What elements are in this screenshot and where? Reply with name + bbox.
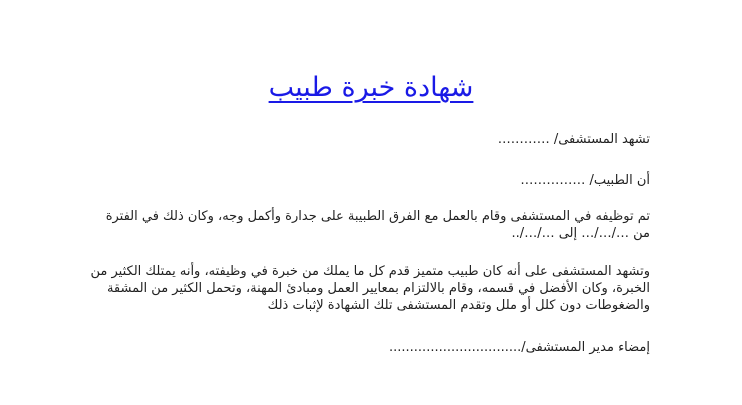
- document-title: شهادة خبرة طبيب: [268, 72, 474, 103]
- testimony-paragraph: وتشهد المستشفى على أنه كان طبيب متميز قدم كل ما يملك من خبرة في وظيفته، وأنه يمتلك الكثير من الخبرة، وكان الأفضل في قسمه، وقام بالالتزام بمعايير العمل ومبادئ المهنة، وتحمل الكثير من المشقة والضغوطات دون كلل أو ملل وتقدم المستشفى تلك الشهادة لإثبات ذلك: [90, 264, 650, 313]
- employment-paragraph: تم توظيفه في المستشفى وقام بالعمل مع الفرق الطبيبة على جدارة وأكمل وجه، وكان ذلك في الفترة من …/…/… إلى …/…/..: [105, 209, 650, 241]
- doctor-line: أن الطبيب/ ……………: [520, 173, 650, 188]
- signature-line: إمضاء مدير المستشفى/................................: [389, 340, 650, 355]
- hospital-line: تشهد المستشفى/ …………: [497, 132, 650, 147]
